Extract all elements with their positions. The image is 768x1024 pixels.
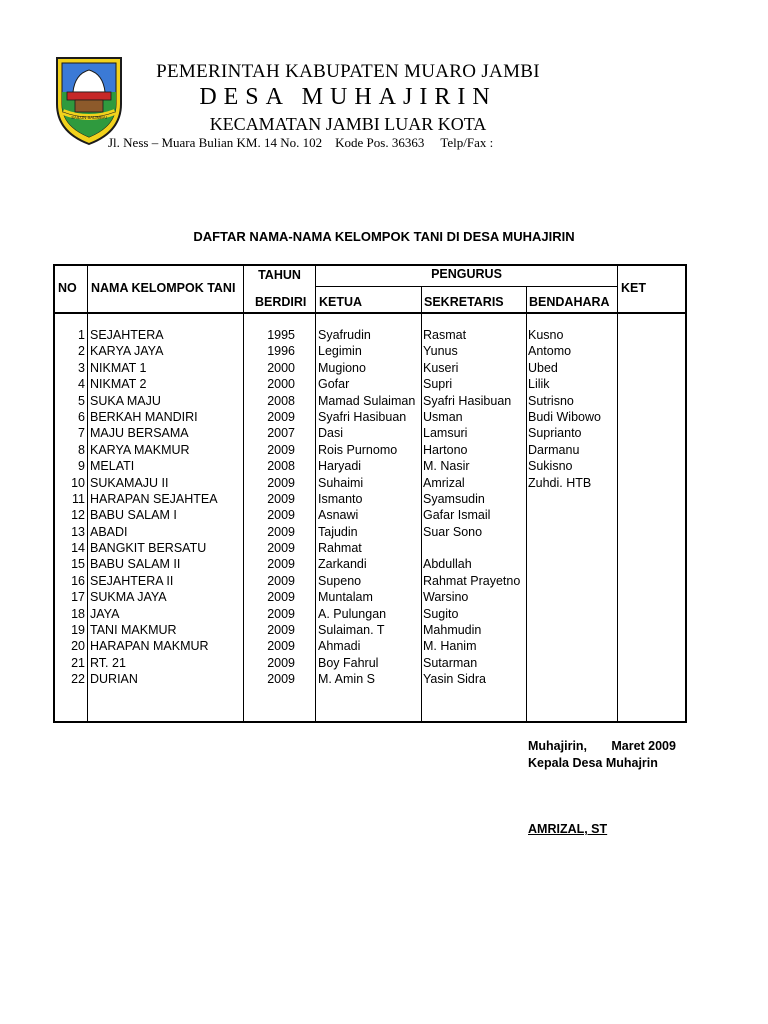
cell-no: 3 xyxy=(78,360,85,375)
cell-tahun: 1996 xyxy=(267,344,295,359)
signature-name: AMRIZAL, ST xyxy=(528,822,608,836)
cell-sekretaris: Yasin Sidra xyxy=(423,672,486,687)
cell-sekretaris: Amrizal xyxy=(423,475,465,490)
cell-nama: SUKA MAJU xyxy=(90,393,161,408)
cell-tahun: 2009 xyxy=(267,639,295,654)
column-ketua xyxy=(318,327,415,688)
cell-bendahara xyxy=(528,491,601,507)
cell-ketua: Supeno xyxy=(318,573,362,588)
cell-no: 8 xyxy=(78,442,85,457)
col-divider xyxy=(421,286,422,721)
cell-ketua: Ahmadi xyxy=(318,639,361,654)
cell-bendahara: Ubed xyxy=(528,360,558,375)
cell-bendahara: Sutrisno xyxy=(528,393,574,408)
cell-sekretaris: Sugito xyxy=(423,606,459,621)
cell-nama: BABU SALAM I xyxy=(90,508,177,523)
cell-tahun: 2000 xyxy=(267,360,295,375)
cell-tahun: 1995 xyxy=(267,328,295,342)
cell-ketua: Mamad Sulaiman xyxy=(318,393,416,408)
cell-no: 21 xyxy=(71,655,85,670)
cell-sekretaris xyxy=(423,540,520,556)
svg-text:SAILUN SALIMBAI: SAILUN SALIMBAI xyxy=(71,115,107,120)
col-divider xyxy=(315,266,316,721)
cell-no: 1 xyxy=(78,328,85,342)
cell-bendahara xyxy=(528,540,601,556)
cell-ketua: Zarkandi xyxy=(318,557,367,572)
cell-bendahara: Sukisno xyxy=(528,459,573,474)
cell-sekretaris: Hartono xyxy=(423,442,468,457)
document-title: DAFTAR NAMA-NAMA KELOMPOK TANI DI DESA MUHAJIRIN xyxy=(193,229,575,244)
cell-nama: NIKMAT 2 xyxy=(90,377,147,392)
column-sekretaris xyxy=(423,327,520,688)
cell-nama: BANGKIT BERSATU xyxy=(90,541,207,556)
farmer-group-table xyxy=(53,264,687,723)
cell-nama: ABADI xyxy=(90,524,128,539)
cell-bendahara xyxy=(528,573,601,589)
cell-bendahara: Budi Wibowo xyxy=(528,409,601,424)
cell-bendahara xyxy=(528,507,601,523)
header-no: NO xyxy=(58,281,77,295)
cell-ketua: Suhaimi xyxy=(318,475,364,490)
cell-no: 10 xyxy=(71,475,85,490)
cell-no: 16 xyxy=(71,573,85,588)
cell-nama: NIKMAT 1 xyxy=(90,360,147,375)
header-sekretaris: SEKRETARIS xyxy=(424,295,504,309)
cell-tahun: 2009 xyxy=(267,442,295,457)
cell-tahun: 2009 xyxy=(267,557,295,572)
cell-no: 4 xyxy=(78,377,85,392)
cell-no: 22 xyxy=(71,672,85,687)
cell-tahun: 2008 xyxy=(267,459,295,474)
cell-sekretaris: Abdullah xyxy=(423,557,472,572)
col-divider xyxy=(526,286,527,721)
cell-no: 11 xyxy=(72,491,85,506)
cell-no: 13 xyxy=(71,524,85,539)
cell-ketua: M. Amin S xyxy=(318,672,375,687)
header-ket: KET xyxy=(621,281,646,295)
header-ketua: KETUA xyxy=(319,295,363,309)
cell-bendahara xyxy=(528,606,601,622)
cell-sekretaris: Gafar Ismail xyxy=(423,508,491,523)
header-pengurus: PENGURUS xyxy=(431,267,502,281)
cell-tahun: 2000 xyxy=(267,377,295,392)
cell-nama: MAJU BERSAMA xyxy=(90,426,189,441)
cell-no: 5 xyxy=(78,393,85,408)
cell-ketua: Dasi xyxy=(318,426,344,441)
cell-ketua: Rois Purnomo xyxy=(318,442,398,457)
cell-nama: HARAPAN MAKMUR xyxy=(90,639,209,654)
cell-nama: KARYA JAYA xyxy=(90,344,164,359)
cell-tahun: 2009 xyxy=(267,590,295,605)
cell-ketua: Legimin xyxy=(318,344,362,359)
cell-nama: SEJAHTERA II xyxy=(90,573,174,588)
cell-bendahara xyxy=(528,622,601,638)
cell-ketua: Gofar xyxy=(318,377,350,392)
cell-nama: SEJAHTERA xyxy=(90,328,164,342)
cell-ketua: Syafri Hasibuan xyxy=(318,409,407,424)
cell-ketua: Sulaiman. T xyxy=(318,623,385,638)
cell-sekretaris: Warsino xyxy=(423,590,469,605)
cell-sekretaris: Yunus xyxy=(423,344,458,359)
regency-logo xyxy=(53,52,125,148)
cell-nama: BABU SALAM II xyxy=(90,557,181,572)
cell-sekretaris: Lamsuri xyxy=(423,426,468,441)
cell-bendahara xyxy=(528,524,601,540)
cell-bendahara: Lilik xyxy=(528,377,550,392)
cell-sekretaris: Kuseri xyxy=(423,360,459,375)
header-nama: NAMA KELOMPOK TANI xyxy=(91,281,236,295)
cell-sekretaris: Syafri Hasibuan xyxy=(423,393,512,408)
cell-nama: JAYA xyxy=(90,606,120,621)
cell-no: 15 xyxy=(71,557,85,572)
cell-bendahara xyxy=(528,589,601,605)
cell-ketua: A. Pulungan xyxy=(318,606,387,621)
cell-nama: HARAPAN SEJAHTEA xyxy=(90,491,218,506)
cell-nama: TANI MAKMUR xyxy=(90,623,177,638)
cell-nama: RT. 21 xyxy=(90,655,126,670)
signature-position: Kepala Desa Muhajrin xyxy=(528,756,658,770)
cell-nama: KARYA MAKMUR xyxy=(90,442,190,457)
cell-sekretaris: Sutarman xyxy=(423,655,478,670)
pengurus-divider xyxy=(315,286,617,287)
cell-bendahara: Zuhdi. HTB xyxy=(528,475,592,490)
cell-bendahara: Suprianto xyxy=(528,426,582,441)
cell-tahun: 2009 xyxy=(267,606,295,621)
cell-no: 2 xyxy=(78,344,85,359)
cell-ketua: Boy Fahrul xyxy=(318,655,379,670)
cell-sekretaris: Rahmat Prayetno xyxy=(423,573,521,588)
cell-ketua: Mugiono xyxy=(318,360,366,375)
cell-tahun: 2009 xyxy=(267,573,295,588)
header-berdiri: BERDIRI xyxy=(255,295,307,309)
cell-nama: SUKMA JAYA xyxy=(90,590,167,605)
signature-block xyxy=(528,738,676,772)
cell-tahun: 2009 xyxy=(267,475,295,490)
cell-nama: MELATI xyxy=(90,459,135,474)
cell-ketua: Haryadi xyxy=(318,459,362,474)
column-tahun xyxy=(244,327,295,688)
cell-tahun: 2008 xyxy=(267,393,295,408)
cell-no: 7 xyxy=(78,426,85,441)
header-village: DESA MUHAJIRIN xyxy=(199,84,497,110)
header-district: KECAMATAN JAMBI LUAR KOTA xyxy=(209,114,487,134)
cell-ketua: Rahmat xyxy=(318,541,362,556)
cell-nama: SUKAMAJU II xyxy=(90,475,169,490)
cell-no: 17 xyxy=(71,590,85,605)
header-bendahara: BENDAHARA xyxy=(529,295,610,309)
cell-ketua: Tajudin xyxy=(318,524,358,539)
cell-tahun: 2009 xyxy=(267,508,295,523)
cell-no: 14 xyxy=(71,541,85,556)
cell-sekretaris: M. Nasir xyxy=(423,459,470,474)
cell-ketua: Asnawi xyxy=(318,508,359,523)
cell-ketua: Syafrudin xyxy=(318,328,371,342)
cell-sekretaris: Syamsudin xyxy=(423,491,485,506)
cell-sekretaris: Mahmudin xyxy=(423,623,482,638)
cell-tahun: 2009 xyxy=(267,541,295,556)
column-bendahara xyxy=(528,327,601,688)
col-divider xyxy=(617,266,618,721)
cell-no: 6 xyxy=(78,409,85,424)
header-tahun: TAHUN xyxy=(258,268,301,282)
cell-tahun: 2009 xyxy=(267,524,295,539)
cell-ketua: Muntalam xyxy=(318,590,373,605)
cell-sekretaris: M. Hanim xyxy=(423,639,477,654)
cell-no: 18 xyxy=(71,606,85,621)
cell-bendahara xyxy=(528,638,601,654)
cell-tahun: 2009 xyxy=(267,672,295,687)
cell-sekretaris: Rasmat xyxy=(423,328,467,342)
cell-no: 19 xyxy=(71,623,85,638)
cell-bendahara: Darmanu xyxy=(528,442,580,457)
header-bottom-line xyxy=(55,312,685,314)
cell-ketua: Ismanto xyxy=(318,491,363,506)
column-no xyxy=(55,327,85,688)
cell-tahun: 2009 xyxy=(267,409,295,424)
cell-bendahara xyxy=(528,556,601,572)
cell-nama: BERKAH MANDIRI xyxy=(90,409,198,424)
cell-tahun: 2009 xyxy=(267,491,295,506)
cell-nama: DURIAN xyxy=(90,672,138,687)
cell-tahun: 2007 xyxy=(267,426,295,441)
cell-bendahara: Kusno xyxy=(528,328,564,342)
signature-place-date: Muhajirin, Maret 2009 xyxy=(528,739,676,753)
header-government: PEMERINTAH KABUPATEN MUARO JAMBI xyxy=(156,61,540,82)
cell-sekretaris: Usman xyxy=(423,409,463,424)
header-address: Jl. Ness – Muara Bulian KM. 14 No. 102 Kode Pos. 36363 Telp/Fax : xyxy=(108,135,494,150)
cell-no: 20 xyxy=(71,639,85,654)
column-nama xyxy=(90,327,218,688)
cell-no: 12 xyxy=(71,508,85,523)
cell-no: 9 xyxy=(78,459,85,474)
cell-bendahara xyxy=(528,671,601,687)
cell-bendahara: Antomo xyxy=(528,344,572,359)
cell-sekretaris: Suar Sono xyxy=(423,524,483,539)
cell-tahun: 2009 xyxy=(267,623,295,638)
cell-tahun: 2009 xyxy=(267,655,295,670)
cell-sekretaris: Supri xyxy=(423,377,453,392)
col-divider xyxy=(87,266,88,721)
cell-bendahara xyxy=(528,655,601,671)
